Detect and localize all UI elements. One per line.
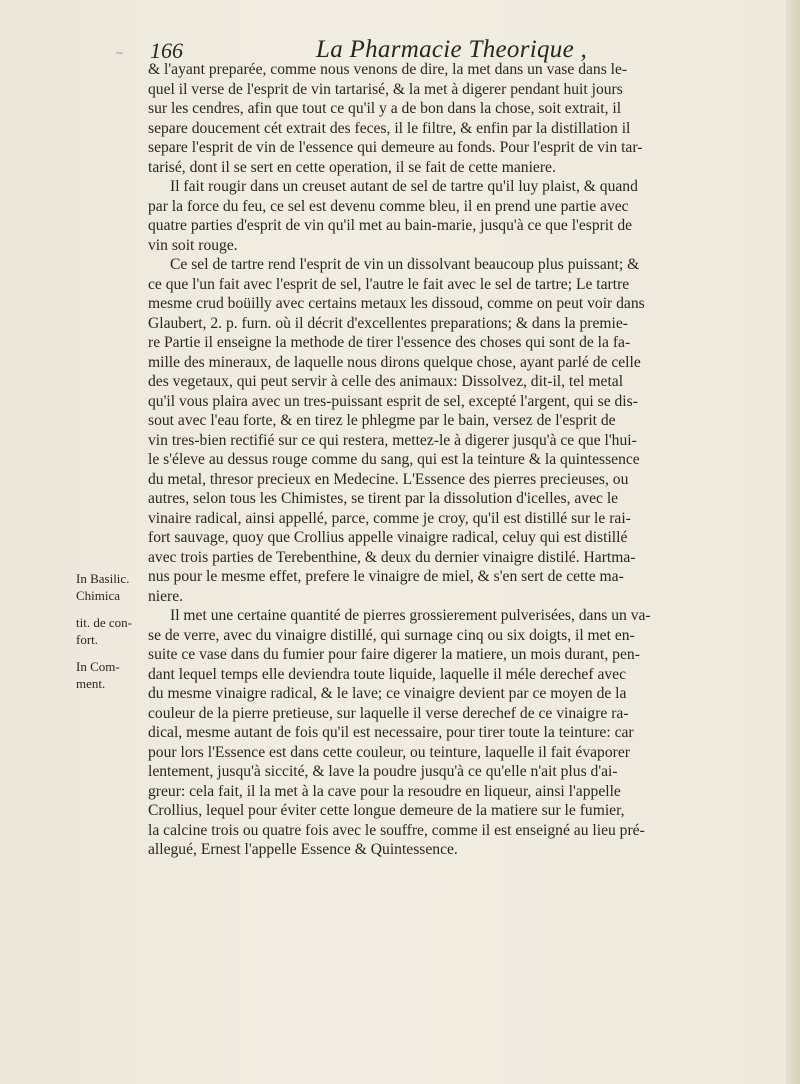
text-line: Crollius, lequel pour éviter cette longue demeure de la matiere sur le fumier,: [148, 802, 625, 819]
text-line: dical, mesme autant de fois qu'il est necessaire, pour tirer toute la teinture: car: [148, 724, 634, 741]
text-line: autres, selon tous les Chimistes, se tirent par la dissolution d'icelles, avec le: [148, 490, 619, 507]
printer-mark: ~: [116, 46, 123, 60]
margin-note-line: Chimica: [76, 588, 121, 603]
text-line: le s'éleve au dessus rouge comme du sang, qui est la teinture & la quintessence: [148, 451, 640, 468]
text-line: la calcine trois ou quatre fois avec le souffre, comme il est enseigné au lieu pré-: [148, 821, 645, 839]
text-line: mille des mineraux, de laquelle nous dirons quelque chose, ayant parlé de celle: [148, 353, 641, 371]
text-line: niere.: [148, 587, 184, 605]
text-line: se de verre, avec du vinaigre distillé, qui surnage cinq ou six doigts, il met en-: [148, 626, 635, 644]
text-line: greur: cela fait, il la met à la cave pour la resoudre en liqueur, ainsi l'appelle: [148, 782, 621, 800]
main-text: [148, 60, 788, 860]
text-line: separe doucement cét extrait des feces, il le filtre, & enfin par la distillation il: [148, 119, 631, 137]
text-line: Il fait rougir dans un creuset autant de sel de tartre qu'il luy plaist, & quand: [170, 178, 638, 195]
text-line: qu'il vous plaira avec un tres-puissant esprit de sel, excepté l'argent, qui se dis-: [148, 392, 638, 410]
page-edge: [786, 0, 800, 1084]
text-line: dant lequel temps elle deviendra toute liquide, laquelle il méle derechef avec: [148, 665, 627, 683]
text-line: du metal, thresor precieux en Medecine. L'Essence des pierres precieuses, ou: [148, 470, 629, 488]
running-title: La Pharmacie Theorique ,: [316, 36, 588, 63]
text-line: & l'ayant preparée, comme nous venons de dire, la met dans un vase dans le-: [148, 61, 628, 78]
text-line: Il met une certaine quantité de pierres grossierement pulverisées, dans un va-: [170, 607, 651, 624]
text-line: du mesme vinaigre radical, & le lave; ce vinaigre devient par ce moyen de la: [148, 685, 627, 702]
margin-note-line: In Basilic.: [76, 571, 130, 586]
margin-note-line: tit. de con-: [76, 615, 132, 630]
text-line: separe l'esprit de vin de l'essence qui demeure au fonds. Pour l'esprit de vin tar-: [148, 139, 643, 156]
text-line: suite ce vase dans du fumier pour faire digerer la matiere, un mois durant, pen-: [148, 646, 640, 663]
margin-note-line: ment.: [76, 676, 106, 691]
text-line: vinaire radical, ainsi appellé, parce, comme je croy, qu'il est distillé sur le rai-: [148, 509, 631, 527]
page-number: 166: [150, 38, 183, 63]
text-line: sur les cendres, afin que tout ce qu'il y a de bon dans la chose, soit extrait, il: [148, 100, 622, 117]
text-line: mesme crud boüilly avec certains metaux les dissoud, comme on peut voir dans: [148, 295, 645, 312]
text-line: tarisé, dont il se sert en cette operation, il se fait de cette maniere.: [148, 158, 556, 176]
text-line: avec trois parties de Terebenthine, & deux du dernier vinaigre distilé. Hartma-: [148, 548, 636, 566]
text-line: vin soit rouge.: [148, 236, 238, 254]
text-line: couleur de la pierre pretieuse, sur laquelle il verse derechef de ce vinaigre ra-: [148, 704, 629, 722]
text-line: quel il verse de l'esprit de vin tartarisé, & la met à digerer pendant huit jours: [148, 80, 623, 98]
text-line: Ce sel de tartre rend l'esprit de vin un dissolvant beaucoup plus puissant; &: [170, 256, 640, 273]
text-line: ce que l'un fait avec l'esprit de sel, l'autre le fait avec le sel de tartre; Le tartre: [148, 275, 630, 293]
text-line: des vegetaux, qui peut servir à celle des animaux: Dissolvez, dit-il, tel metal: [148, 373, 624, 390]
text-line: lentement, jusqu'à siccité, & lave la poudre jusqu'à ce qu'elle n'ait plus d'ai-: [148, 763, 618, 780]
margin-notes: [76, 570, 148, 692]
text-line: par la force du feu, ce sel est devenu comme bleu, il en prend une partie avec: [148, 197, 629, 215]
text-line: quatre parties d'esprit de vin qu'il met au bain-marie, jusqu'à ce que l'esprit de: [148, 217, 633, 234]
text-line: fort sauvage, quoy que Crollius appelle vinaigre radical, celuy qui est distillé: [148, 529, 628, 546]
text-line: pour lors l'Essence est dans cette couleur, ou teinture, laquelle il fait évaporer: [148, 743, 630, 761]
text-line: Glaubert, 2. p. furn. où il décrit d'excellentes preparations; & dans la premie-: [148, 314, 628, 332]
text-line: nus pour le mesme effet, prefere le vinaigre de miel, & s'en sert de cette ma-: [148, 568, 624, 585]
note-gap: [76, 604, 148, 614]
text-line: allegué, Ernest l'appelle Essence & Quintessence.: [148, 841, 458, 858]
note-gap: [76, 648, 148, 658]
text-line: vin tres-bien rectifié sur ce qui restera, mettez-le à digerer jusqu'à ce que l'hui-: [148, 431, 637, 449]
text-line: re Partie il enseigne la methode de tirer l'essence des choses qui sont de la fa-: [148, 334, 631, 351]
margin-note-line: fort.: [76, 632, 99, 647]
margin-note-line: In Com-: [76, 659, 120, 674]
text-line: sout avec l'eau forte, & en tirez le phlegme par le bain, versez de l'esprit de: [148, 412, 616, 429]
